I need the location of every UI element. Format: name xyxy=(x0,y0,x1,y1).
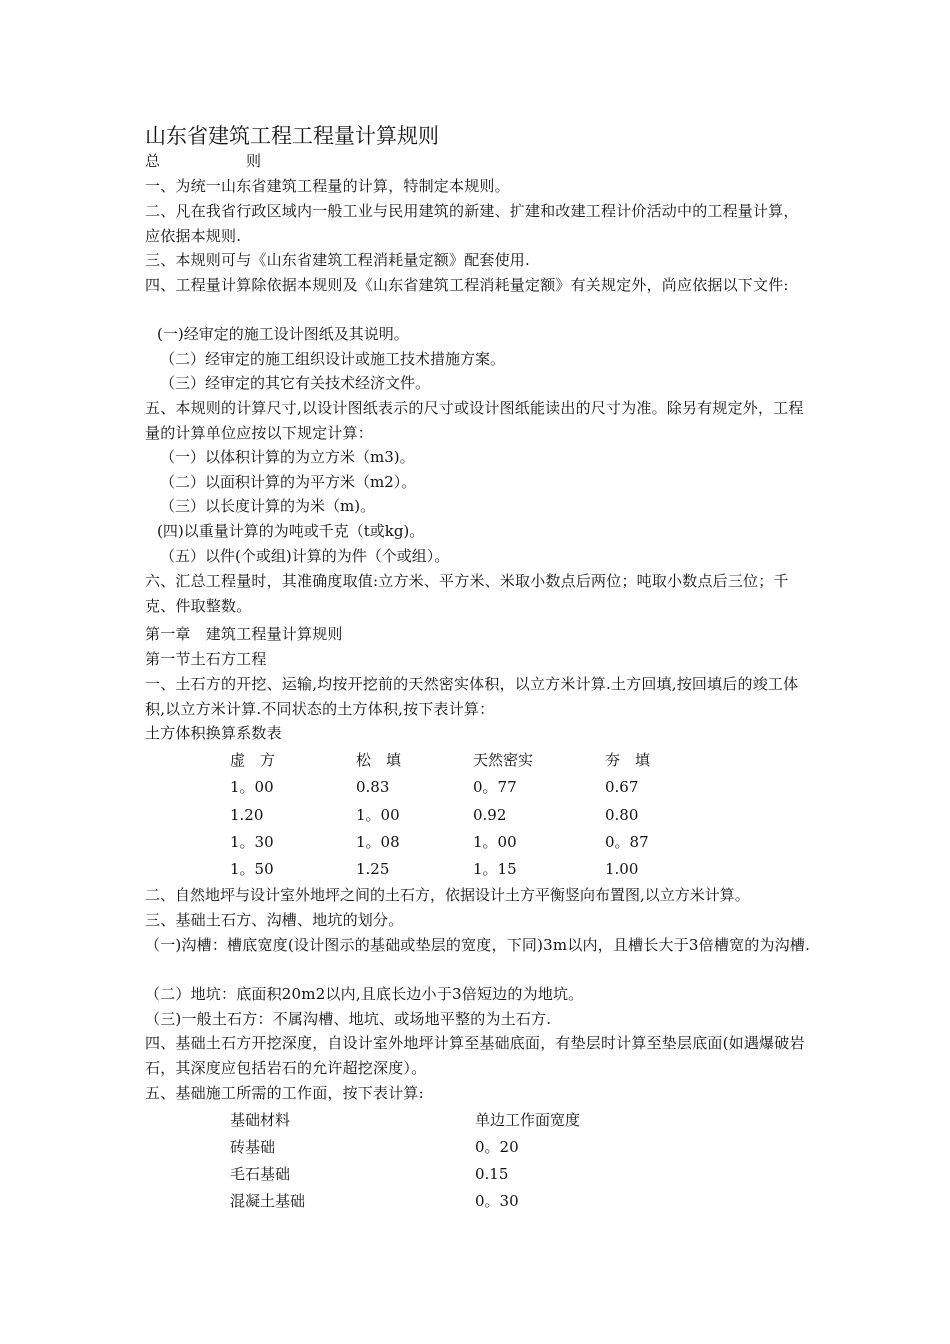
table-header-cell: 夯 填 xyxy=(605,751,651,769)
table-cell: 1。08 xyxy=(356,833,400,851)
table-cell: 0.83 xyxy=(356,778,390,796)
table-header-cell: 松 填 xyxy=(356,751,402,769)
table-cell: 混凝土基础 xyxy=(230,1192,306,1210)
unit-item-2: （二）以面积计算的为平方米（m2）。 xyxy=(160,473,417,491)
table-header-cell: 基础材料 xyxy=(230,1111,291,1129)
table-cell: 1.20 xyxy=(230,806,264,824)
table-cell: 1.00 xyxy=(605,860,639,878)
earthwork-para-3a: （一)沟槽：槽底宽度(设计图示的基础或垫层的宽度，下同)3m以内，且槽长大于3倍槽宽的为沟槽. xyxy=(145,936,811,954)
file-item-3: （三）经审定的其它有关技术经济文件。 xyxy=(160,374,431,392)
earthwork-para-4: 四、基础土石方开挖深度，自设计室外地坪计算至基础底面，有垫层时计算至垫层底面(如遇爆破岩石，其深度应包括岩石的允许超挖深度）。 xyxy=(145,1034,805,1077)
general-item-4: 四、工程量计算除依据本规则及《山东省建筑工程消耗量定额》有关规定外，尚应依据以下文件: xyxy=(145,276,789,294)
table-cell: 0。87 xyxy=(605,833,649,851)
general-heading-part-a: 总 xyxy=(145,152,161,170)
section-heading: 第一节土石方工程 xyxy=(145,650,267,668)
general-item-5: 五、本规则的计算尺寸,以设计图纸表示的尺寸或设计图纸能读出的尺寸为准。除另有规定外，工程量的计算单位应按以下规定计算： xyxy=(145,399,804,442)
table-cell: 1。30 xyxy=(230,833,274,851)
table-header-cell: 单边工作面宽度 xyxy=(475,1111,581,1129)
general-item-6: 六、汇总工程量时，其准确度取值:立方米、平方米、米取小数点后两位；吨取小数点后三位；千克、件取整数。 xyxy=(145,572,789,615)
table-cell: 1。15 xyxy=(473,860,517,878)
unit-item-5: （五）以件(个或组)计算的为件（个或组）。 xyxy=(160,547,450,565)
earthwork-para-3b: （二）地坑：底面积20m2以内,且底长边小于3倍短边的为地坑。 xyxy=(145,985,584,1003)
earthwork-para-5: 五、基础施工所需的工作面，按下表计算: xyxy=(145,1084,424,1102)
table-cell: 0。77 xyxy=(473,778,517,796)
table-cell: 1.25 xyxy=(356,860,390,878)
general-item-1: 一、为统一山东省建筑工程量的计算，特制定本规则。 xyxy=(145,177,510,195)
table-cell: 1。50 xyxy=(230,860,274,878)
earthwork-para-3: 三、基础土石方、沟槽、地坑的划分。 xyxy=(145,911,404,929)
table-cell: 0.80 xyxy=(605,806,639,824)
earthwork-para-1: 一、土石方的开挖、运输,均按开挖前的天然密实体积，以立方米计算.土方回填,按回填后的竣工体积,以立方米计算.不同状态的土方体积,按下表计算： xyxy=(145,675,799,718)
chapter-heading: 第一章 建筑工程量计算规则 xyxy=(145,625,343,643)
general-item-2: 二、凡在我省行政区域内一般工业与民用建筑的新建、扩建和改建工程计价活动中的工程量计算，应依据本规则. xyxy=(145,202,799,245)
table-cell: 1。00 xyxy=(230,778,274,796)
table-cell: 0.92 xyxy=(473,806,507,824)
earthwork-para-3c: （三)一般土石方：不属沟槽、地坑、或场地平整的为土石方. xyxy=(145,1010,552,1028)
earthwork-para-2: 二、自然地坪与设计室外地坪之间的土石方，依据设计土方平衡竖向布置图,以立方米计算。 xyxy=(145,886,750,904)
general-item-3: 三、本规则可与《山东省建筑工程消耗量定额》配套使用. xyxy=(145,251,530,269)
table-cell: 0。20 xyxy=(475,1138,519,1156)
table-header-cell: 天然密实 xyxy=(473,751,534,769)
document-title: 山东省建筑工程工程量计算规则 xyxy=(145,124,439,148)
table-header-cell: 虚 方 xyxy=(230,751,276,769)
unit-item-4: (四)以重量计算的为吨或千克（t或kg)。 xyxy=(157,522,425,540)
unit-item-3: （三）以长度计算的为米（m)。 xyxy=(160,497,376,515)
unit-item-1: （一）以体积计算的为立方米（m3)。 xyxy=(160,448,415,466)
table-cell: 0.67 xyxy=(605,778,639,796)
conversion-table-caption: 土方体积换算系数表 xyxy=(145,724,282,742)
table-cell: 砖基础 xyxy=(230,1138,276,1156)
general-heading xyxy=(145,151,261,171)
table-cell: 0。30 xyxy=(475,1192,519,1210)
general-heading-part-b: 则 xyxy=(246,152,262,170)
file-item-2: （二）经审定的施工组织设计或施工技术措施方案。 xyxy=(160,350,506,368)
table-cell: 1。00 xyxy=(356,806,400,824)
file-item-1: (一)经审定的施工设计图纸及其说明。 xyxy=(157,325,409,343)
table-cell: 1。00 xyxy=(473,833,517,851)
table-cell: 0.15 xyxy=(475,1165,509,1183)
table-cell: 毛石基础 xyxy=(230,1165,291,1183)
